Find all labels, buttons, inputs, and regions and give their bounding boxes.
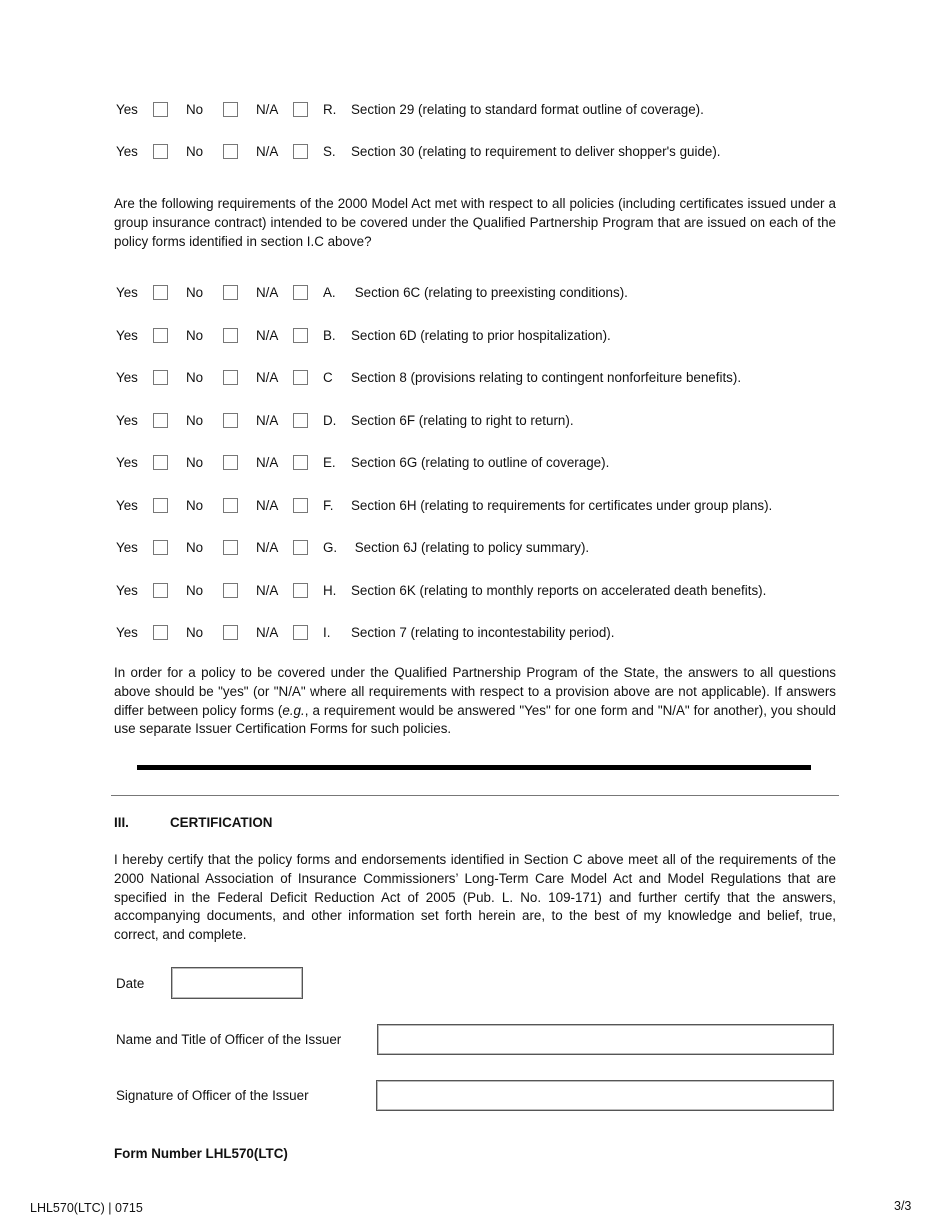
footer-form-id: LHL570(LTC) | 0715 xyxy=(30,1201,143,1215)
question-row xyxy=(0,283,950,303)
yes-label: Yes xyxy=(116,455,138,470)
no-label: No xyxy=(186,328,204,343)
yes-checkbox[interactable] xyxy=(153,102,168,117)
signature-label: Signature of Officer of the Issuer xyxy=(116,1088,309,1103)
question-text: Are the following requirements of the 2000 Model Act met with respect to all policies (including certificates issued under a group insurance contract) intended to be covered under the Qualified Partnership Program that are issued on each of the policy forms identified in section I.C above? xyxy=(114,196,836,249)
yes-checkbox[interactable] xyxy=(153,328,168,343)
yes-checkbox[interactable] xyxy=(153,413,168,428)
no-checkbox[interactable] xyxy=(223,540,238,555)
no-checkbox[interactable] xyxy=(223,498,238,513)
na-label: N/A xyxy=(256,144,279,159)
item-letter: E. xyxy=(323,455,336,470)
item-letter: D. xyxy=(323,413,337,428)
date-label: Date xyxy=(116,976,145,991)
certification-text: I hereby certify that the policy forms and endorsements identified in Section C above meet all of the requirements of the 2000 National Association of Insurance Commissioners’ Long-Term Care Model Act and Model Regulations that are specified in the Federal Deficit Reduction Act of 2005 (Pub. L. No. 109-171) and further certify that the answers, accompanying documents, and other information set forth herein are, to the best of my knowledge and belief, true, correct, and complete. xyxy=(114,852,836,943)
no-label: No xyxy=(186,498,204,513)
no-label: No xyxy=(186,285,204,300)
na-label: N/A xyxy=(256,285,279,300)
na-checkbox[interactable] xyxy=(293,455,308,470)
na-checkbox[interactable] xyxy=(293,328,308,343)
item-letter: C xyxy=(323,370,333,385)
yes-label: Yes xyxy=(116,102,138,117)
na-label: N/A xyxy=(256,413,279,428)
no-label: No xyxy=(186,102,204,117)
no-label: No xyxy=(186,583,204,598)
question-row xyxy=(0,581,950,601)
yes-checkbox[interactable] xyxy=(153,498,168,513)
item-letter: B. xyxy=(323,328,336,343)
date-field[interactable] xyxy=(171,967,303,999)
na-checkbox[interactable] xyxy=(293,285,308,300)
yes-checkbox[interactable] xyxy=(153,370,168,385)
section-number: III. xyxy=(114,815,129,830)
item-text: Section 6C (relating to preexisting conditions). xyxy=(351,285,628,300)
na-checkbox[interactable] xyxy=(293,540,308,555)
item-text: Section 6J (relating to policy summary). xyxy=(351,540,590,555)
question-row xyxy=(0,453,950,473)
no-label: No xyxy=(186,370,204,385)
question-row xyxy=(0,538,950,558)
yes-checkbox[interactable] xyxy=(153,285,168,300)
no-label: No xyxy=(186,144,204,159)
item-text: Section 30 (relating to requirement to deliver shopper's guide). xyxy=(351,144,721,159)
question-row xyxy=(0,496,950,516)
yes-label: Yes xyxy=(116,540,138,555)
item-letter: A. xyxy=(323,285,336,300)
yes-label: Yes xyxy=(116,285,138,300)
item-text: Section 6G (relating to outline of coverage). xyxy=(351,455,610,470)
yes-checkbox[interactable] xyxy=(153,144,168,159)
question-row xyxy=(0,100,950,120)
na-label: N/A xyxy=(256,455,279,470)
na-label: N/A xyxy=(256,540,279,555)
no-label: No xyxy=(186,540,204,555)
no-checkbox[interactable] xyxy=(223,583,238,598)
yes-checkbox[interactable] xyxy=(153,625,168,640)
item-letter: F. xyxy=(323,498,334,513)
form-number: Form Number LHL570(LTC) xyxy=(114,1146,288,1161)
yes-label: Yes xyxy=(116,370,138,385)
note-text xyxy=(114,664,836,739)
yes-label: Yes xyxy=(116,328,138,343)
yes-checkbox[interactable] xyxy=(153,455,168,470)
no-checkbox[interactable] xyxy=(223,625,238,640)
na-checkbox[interactable] xyxy=(293,498,308,513)
na-label: N/A xyxy=(256,328,279,343)
note-part-2: , a requirement would be answered "Yes" for one form and "N/A" for another), you should use separate Issuer Certification Forms for such policies. xyxy=(114,702,836,737)
item-letter: H. xyxy=(323,583,337,598)
na-label: N/A xyxy=(256,370,279,385)
section-title: CERTIFICATION xyxy=(170,815,273,830)
yes-label: Yes xyxy=(116,583,138,598)
question-row xyxy=(0,326,950,346)
question-row xyxy=(0,623,950,643)
thick-divider xyxy=(137,765,811,770)
na-checkbox[interactable] xyxy=(293,102,308,117)
item-text: Section 6D (relating to prior hospitalization). xyxy=(351,328,611,343)
yes-label: Yes xyxy=(116,625,138,640)
yes-label: Yes xyxy=(116,144,138,159)
item-text: Section 6H (relating to requirements for certificates under group plans). xyxy=(351,498,773,513)
note-part-1: In order for a policy to be covered under the Qualified Partnership Program of the State, the answers to all questions above should be "yes" (or "N/A" where all requirements with respect to a provision above are not applicable). If answers differ between policy forms ( xyxy=(114,665,836,718)
no-checkbox[interactable] xyxy=(223,370,238,385)
na-label: N/A xyxy=(256,498,279,513)
na-checkbox[interactable] xyxy=(293,625,308,640)
no-checkbox[interactable] xyxy=(223,455,238,470)
na-checkbox[interactable] xyxy=(293,144,308,159)
question-row xyxy=(0,142,950,162)
question-row xyxy=(0,368,950,388)
signature-field[interactable] xyxy=(376,1080,834,1111)
no-label: No xyxy=(186,455,204,470)
item-letter: I. xyxy=(323,625,331,640)
na-checkbox[interactable] xyxy=(293,370,308,385)
yes-label: Yes xyxy=(116,498,138,513)
item-text: Section 29 (relating to standard format outline of coverage). xyxy=(351,102,704,117)
no-checkbox[interactable] xyxy=(223,413,238,428)
item-letter: R. xyxy=(323,102,337,117)
no-checkbox[interactable] xyxy=(223,328,238,343)
no-label: No xyxy=(186,625,204,640)
yes-checkbox[interactable] xyxy=(153,540,168,555)
na-label: N/A xyxy=(256,625,279,640)
item-letter: S. xyxy=(323,144,336,159)
no-checkbox[interactable] xyxy=(223,144,238,159)
item-text: Section 6K (relating to monthly reports on accelerated death benefits). xyxy=(351,583,767,598)
page-number: 3/3 xyxy=(894,1199,912,1213)
no-label: No xyxy=(186,413,204,428)
name-title-label: Name and Title of Officer of the Issuer xyxy=(116,1032,342,1047)
question-row xyxy=(0,411,950,431)
item-letter: G. xyxy=(323,540,338,555)
na-checkbox[interactable] xyxy=(293,583,308,598)
no-checkbox[interactable] xyxy=(223,102,238,117)
no-checkbox[interactable] xyxy=(223,285,238,300)
name-title-field[interactable] xyxy=(377,1024,834,1055)
na-checkbox[interactable] xyxy=(293,413,308,428)
section-divider xyxy=(111,795,839,796)
note-eg: e.g. xyxy=(282,702,305,718)
item-text: Section 7 (relating to incontestability period). xyxy=(351,625,615,640)
item-text: Section 6F (relating to right to return). xyxy=(351,413,574,428)
item-text: Section 8 (provisions relating to contingent nonforfeiture benefits). xyxy=(351,370,742,385)
na-label: N/A xyxy=(256,102,279,117)
yes-checkbox[interactable] xyxy=(153,583,168,598)
yes-label: Yes xyxy=(116,413,138,428)
na-label: N/A xyxy=(256,583,279,598)
